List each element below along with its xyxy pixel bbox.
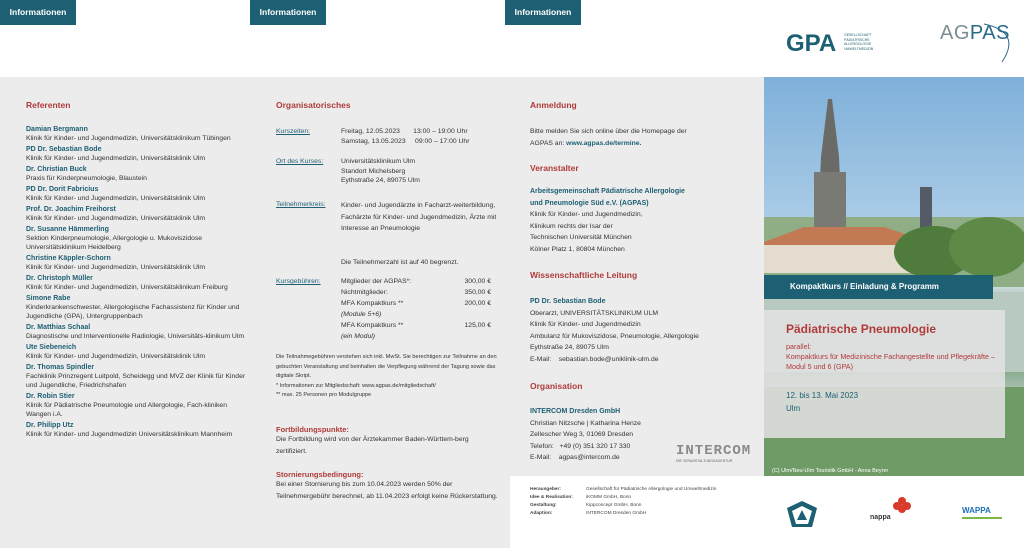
- referent-affiliation: Diagnostische und Interventionelle Radiologie, Universitäts-klinikum Ulm: [26, 333, 244, 340]
- ort-label: Ort des Kurses:: [276, 158, 324, 165]
- referent-name: Dr. Christian Buck: [26, 166, 87, 173]
- cover-banner: Kompaktkurs // Einladung & Programm: [764, 275, 993, 299]
- referent-name: Dr. Philipp Utz: [26, 422, 74, 429]
- ort-row: [276, 157, 506, 187]
- wappa-logo: [962, 506, 1014, 530]
- impressum-row: [530, 494, 716, 502]
- impressum-value: Gesellschaft für Pädiatrische Allergologie und Umweltmedizin: [586, 487, 717, 492]
- kurszeiten-line-2: Samstag, 13.05.2023 09:00 – 17:00 Uhr: [341, 137, 470, 145]
- storno-text: Bei einer Stornierung bis zum 10.04.2023 werden 50% der Teilnehmergebühr berechnet, ab 11.04.2023 erfolgt keine Rückerstattung.: [276, 481, 498, 500]
- referent-name: Dr. Susanne Hämmerling: [26, 226, 109, 233]
- fortbildung-block: [276, 425, 501, 457]
- agpas-logo-right: PAS: [969, 22, 1010, 44]
- impressum: [530, 486, 716, 518]
- referent-item: [26, 343, 248, 361]
- referent-name: Dr. Robin Stier: [26, 393, 75, 400]
- fee-value: 300,00 €: [464, 278, 491, 285]
- organisation-block: INTERCOM Dresden GmbH Christian Nitzsche | Katharina Henze Zellescher Weg 3, 01069 Dresden Telefon: +49 (0) 351 320 17 330 E-Mail: agpas@intercom.de: [530, 408, 641, 461]
- gebuehren-row: [276, 277, 506, 347]
- referent-item: [26, 205, 248, 223]
- fee-line: [341, 321, 491, 332]
- fee-line: [341, 288, 491, 299]
- impressum-area: [510, 476, 1024, 548]
- cover-card: [764, 310, 1005, 438]
- fortbildung-text: Die Fortbildung wird von der Ärztekammer Baden-Württem-berg zertifiziert.: [276, 436, 469, 455]
- intercom-logo: INTERCOM DIE VERANSTALTUNGSAGENTUR: [676, 443, 752, 463]
- referent-item: [26, 165, 248, 183]
- impressum-value: iKOMM GmbH, Bonn: [586, 495, 632, 500]
- impressum-key: Gestaltung:: [530, 503, 557, 508]
- referent-item: [26, 185, 248, 203]
- agpas-logo-left: AG: [940, 22, 970, 44]
- impressum-row: [530, 502, 716, 510]
- kurszeiten-line-1: Freitag, 12.05.2023 13:00 – 19:00 Uhr: [341, 128, 468, 135]
- ort-line: Standort Michelsberg: [341, 167, 406, 175]
- gpa-logo: [786, 30, 874, 60]
- fee-note-3: ** max. 25 Personen pro Modulgruppe: [276, 392, 372, 398]
- storno-block: [276, 470, 501, 502]
- referent-affiliation: Klinik für Kinder- und Jugendmedizin, Universitätsklinik Ulm: [26, 155, 206, 162]
- fee-value: 350,00 €: [464, 289, 491, 296]
- agpas-shield-icon: [786, 500, 818, 528]
- anmeldung-link[interactable]: www.agpas.de/termine.: [566, 139, 642, 147]
- fee-label: (ein Modul): [341, 333, 375, 340]
- impressum-value: INTERCOM Dresden GmbH: [586, 511, 647, 516]
- referent-item: [26, 363, 248, 390]
- nappa-logo-text: nappa: [870, 514, 891, 521]
- referent-affiliation: Sektion Kinderpneumologie, Allergologie u. Mukoviszidose Universitätsklinikum Heidelberg: [26, 235, 203, 251]
- referent-item: [26, 294, 248, 321]
- referent-item: [26, 254, 248, 272]
- gpa-logo-text: GPA: [786, 30, 837, 57]
- referent-affiliation: Klinik für Kinder- und Jugendmedizin, Universitätsklinik Ulm: [26, 195, 206, 202]
- referent-name: PD Dr. Dorit Fabricius: [26, 186, 99, 193]
- cover-date: 12. bis 13. Mai 2023 Ulm: [786, 391, 859, 413]
- impressum-key: Adaption:: [530, 511, 553, 516]
- referent-name: Dr. Christoph Müller: [26, 275, 93, 282]
- kurszeiten-label: Kurszeiten:: [276, 128, 311, 135]
- referent-affiliation: Klinik für Pädiatrische Pneumologie und Allergologie, Fach-kliniken Wangen i.A.: [26, 402, 227, 418]
- referent-affiliation: Klinik für Kinder- und Jugendmedizin, Universitätsklinik Ulm: [26, 215, 206, 222]
- teilnehmer-limit: Die Teilnehmerzahl ist auf 40 begrenzt.: [341, 259, 459, 266]
- referent-affiliation: Klinik für Kinder- und Jugendmedizin, Universitätsklinik Ulm: [26, 353, 206, 360]
- anmeldung-heading: Anmeldung: [530, 100, 577, 110]
- ort-line: Eythstraße 24, 89075 Ulm: [341, 177, 420, 184]
- referent-affiliation: Klinik für Kinder- und Jugendmedizin, Universitätsklinikum Freiburg: [26, 284, 228, 291]
- fee-label: Nichtmitglieder:: [341, 289, 388, 296]
- tab-informationen-3: Informationen: [505, 0, 581, 25]
- fortbildung-heading: Fortbildungspunkte:: [276, 425, 349, 434]
- referent-item: [26, 323, 248, 341]
- leitung-heading: Wissenschaftliche Leitung: [530, 270, 638, 280]
- fee-label: Mitglieder der AGPAS*:: [341, 278, 412, 285]
- referent-affiliation: Kinderkrankenschwester, Allergologische Fachassistenz für Kinder und Jugendliche (GPA), Untergruppenbach: [26, 304, 240, 320]
- referent-name: PD Dr. Sebastian Bode: [26, 146, 102, 153]
- fee-line: [341, 332, 491, 343]
- tab-informationen-1: Informationen: [0, 0, 76, 25]
- kurszeiten-row: [276, 127, 506, 147]
- teilnehmer-label: Teilnehmerkreis:: [276, 201, 326, 208]
- referent-affiliation: Klinik für Kinder- und Jugendmedizin, Universitätsklinik Ulm: [26, 264, 206, 271]
- fee-line: [341, 310, 491, 321]
- impressum-key: Herausgeber:: [530, 487, 561, 492]
- agpas-logo: [940, 22, 1020, 64]
- referent-name: Ute Siebeneich: [26, 344, 77, 351]
- referent-name: Dr. Thomas Spindler: [26, 364, 95, 371]
- referent-affiliation: Klinik für Kinder- und Jugendmedizin, Universitätsklinikum Tübingen: [26, 135, 231, 142]
- tab-informationen-2: Informationen: [250, 0, 326, 25]
- referent-name: Christine Käppler-Schorn: [26, 255, 111, 262]
- nappa-logo: [870, 496, 914, 536]
- referent-item: [26, 392, 248, 419]
- fee-label: (Module 5+6): [341, 311, 382, 318]
- organisatorisches-heading: Organisatorisches: [276, 100, 351, 110]
- fee-list: [341, 277, 491, 343]
- gebuehren-label: Kursgebühren:: [276, 278, 321, 285]
- veranstalter-heading: Veranstalter: [530, 163, 579, 173]
- cover-title: Pädiatrische Pneumologie: [786, 322, 937, 336]
- fee-value: 125,00 €: [464, 322, 491, 329]
- gpa-logo-subtitle: GESELLSCHAFT PÄDIATRISCHE ALLERGOLOGIE UMWELTMEDIZIN: [844, 33, 874, 51]
- referent-item: [26, 225, 248, 252]
- storno-heading: Stornierungsbedingung:: [276, 470, 364, 479]
- organisation-heading: Organisation: [530, 381, 583, 391]
- referent-affiliation: Fachklinik Prinzregent Luitpold, Scheidegg und MVZ der Klinik für Kinder und Jugendliche, Friedrichshafen: [26, 373, 246, 389]
- photo-credit: (C) Ulm/Neu-Ulm Touristik GmbH - Anna Beyrer: [772, 468, 889, 474]
- fee-value: 200,00 €: [464, 300, 491, 307]
- referenten-list: [26, 125, 248, 441]
- impressum-row: [530, 486, 716, 494]
- cover-subtitle: parallel: Kompaktkurs für Medizinische Fachangestellte und Pflegekräfte – Modul 5 und 6 (GPA): [786, 342, 995, 371]
- referent-item: [26, 125, 248, 143]
- fee-notes: [276, 353, 501, 401]
- referent-name: Prof. Dr. Joachim Freihorst: [26, 206, 116, 213]
- referent-name: Damian Bergmann: [26, 126, 88, 133]
- anmeldung-text: Bitte melden Sie sich online über die Homepage der AGPAS an: www.agpas.de/termine.: [530, 128, 687, 147]
- agpas-arc-icon: [940, 22, 1020, 64]
- leitung-block: PD Dr. Sebastian Bode Oberarzt, UNIVERSITÄTSKLINIKUM ULM Klinik für Kinder- und Jugendmedizin Ambulanz für Mukoviszidose, Pneumologie, Allergologie Eythstraße 24, 89075 Ulm E-Mail: sebastian.bode@uniklinik-ulm.de: [530, 298, 699, 363]
- ort-line: Universitätsklinikum Ulm: [341, 158, 416, 165]
- fee-label: MFA Kompaktkurs **: [341, 300, 404, 307]
- wappa-logo-text: WAPPA: [962, 506, 991, 515]
- fee-label: MFA Kompaktkurs **: [341, 322, 404, 329]
- teilnehmer-text: Kinder- und Jugendärzte in Facharzt-weiterbildung, Fachärzte für Kinder- und Jugendmedizin, Ärzte mit Interesse an Pneumologie: [341, 202, 497, 232]
- referent-name: Simone Rabe: [26, 295, 71, 302]
- fee-line: [341, 299, 491, 310]
- fee-note-1: Die Teilnahmegebühren verstehen sich inkl. MwSt. Sie berechtigen zur Teilnahme an den gebuchten Veranstaltung und beinhalten die Verpflegung während der Tagung sowie das digitale Skript.: [276, 354, 497, 379]
- fee-line: [341, 277, 491, 288]
- nappa-flower-icon: [892, 496, 912, 514]
- referenten-heading: Referenten: [26, 100, 71, 110]
- impressum-row: [530, 510, 716, 518]
- referent-item: [26, 145, 248, 163]
- referent-item: [26, 274, 248, 292]
- impressum-value: Kippconcept GmbH, Bonn: [586, 503, 642, 508]
- referent-affiliation: Praxis für Kinderpneumologie, Blaustein: [26, 175, 147, 182]
- referent-item: [26, 421, 248, 439]
- impressum-key: Idee & Realisation:: [530, 495, 573, 500]
- referent-name: Dr. Matthias Schaal: [26, 324, 91, 331]
- referent-affiliation: Klinik für Kinder- und Jugendmedizin Universitätsklinikum Mannheim: [26, 431, 233, 438]
- fee-note-2: * Informationen zur Mitgliedschaft: www.agpas.de/mitgliedschaft/: [276, 382, 436, 389]
- veranstalter-block: Arbeitsgemeinschaft Pädiatrische Allergologie und Pneumologie Süd e.V. (AGPAS) Klinik für Kinder- und Jugendmedizin, Klinikum rechts der Isar der Technischen Universität München Kölner Platz 1, 80804 München: [530, 188, 685, 253]
